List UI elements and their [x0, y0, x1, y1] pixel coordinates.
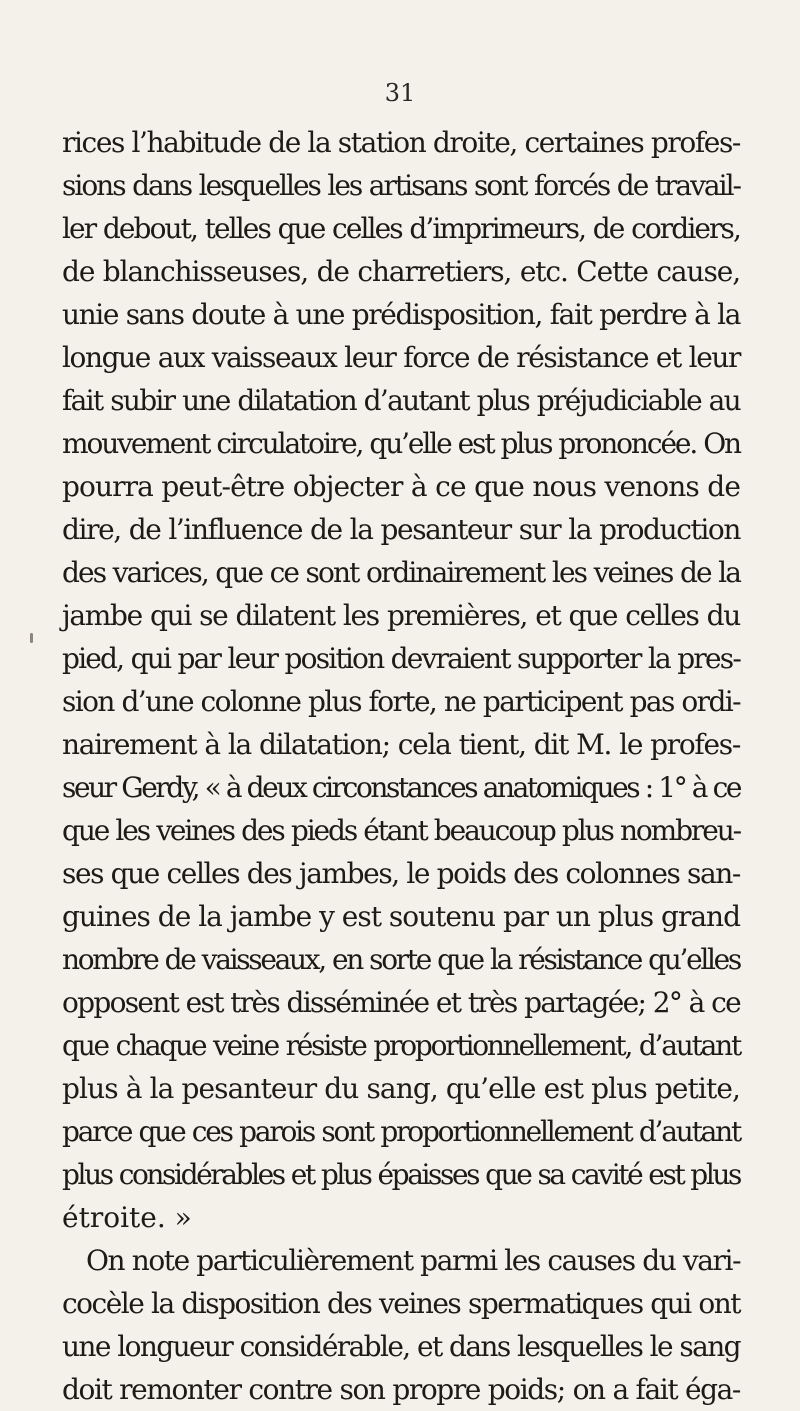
text-line: parce que ces parois sont proportionnellement d’autant — [62, 1115, 740, 1148]
text-line: sions dans lesquelles les artisans sont forcés de travail- — [62, 169, 740, 202]
text-line: doit remonter contre son propre poids; on a fait éga- — [62, 1373, 740, 1406]
text-line: plus à la pesanteur du sang, qu’elle est plus petite, — [62, 1072, 740, 1105]
text-line: de blanchisseuses, de charretiers, etc. Cette cause, — [62, 255, 740, 288]
text-line: rices l’habitude de la station droite, certaines profes- — [62, 126, 740, 159]
text-line: pourra peut-être objecter à ce que nous venons de — [62, 470, 740, 503]
text-line: nombre de vaisseaux, en sorte que la résistance qu’elles — [62, 943, 740, 976]
text-line: ses que celles des jambes, le poids des colonnes san- — [62, 857, 740, 890]
text-line: unie sans doute à une prédisposition, fait perdre à la — [62, 298, 740, 331]
text-line: ler debout, telles que celles d’imprimeurs, de cordiers, — [62, 212, 740, 245]
body-text — [62, 121, 740, 1411]
text-line: jambe qui se dilatent les premières, et que celles du — [62, 599, 740, 632]
text-line: nairement à la dilatation; cela tient, dit M. le profes- — [62, 728, 740, 761]
text-line: seur Gerdy, « à deux circonstances anatomiques : 1° à ce — [62, 771, 741, 804]
text-line: cocèle la disposition des veines spermatiques qui ont — [62, 1287, 740, 1320]
text-line: dire, de l’influence de la pesanteur sur la production — [62, 513, 740, 546]
text-line: pied, qui par leur position devraient supporter la pres- — [62, 642, 740, 675]
text-line: étroite. » — [62, 1201, 192, 1234]
text-line: On note particulièrement parmi les causes du vari- — [86, 1244, 741, 1277]
text-line: guines de la jambe y est soutenu par un plus grand — [62, 900, 740, 933]
text-line: fait subir une dilatation d’autant plus préjudiciable au — [62, 384, 740, 417]
text-line: plus considérables et plus épaisses que sa cavité est plus — [62, 1158, 740, 1191]
text-line: opposent est très disséminée et très partagée; 2° à ce — [62, 986, 740, 1019]
text-line: sion d’une colonne plus forte, ne participent pas ordi- — [62, 685, 740, 718]
text-line: longue aux vaisseaux leur force de résistance et leur — [62, 341, 740, 374]
page-number: 31 — [384, 79, 416, 107]
text-line: que chaque veine résiste proportionnellement, d’autant — [62, 1029, 740, 1062]
text-line: mouvement circulatoire, qu’elle est plus prononcée. On — [62, 427, 740, 460]
margin-mark — [30, 633, 33, 643]
text-line: une longueur considérable, et dans lesquelles le sang — [62, 1330, 740, 1363]
text-line: que les veines des pieds étant beaucoup plus nombreu- — [62, 814, 740, 847]
text-line: des varices, que ce sont ordinairement les veines de la — [62, 556, 740, 589]
